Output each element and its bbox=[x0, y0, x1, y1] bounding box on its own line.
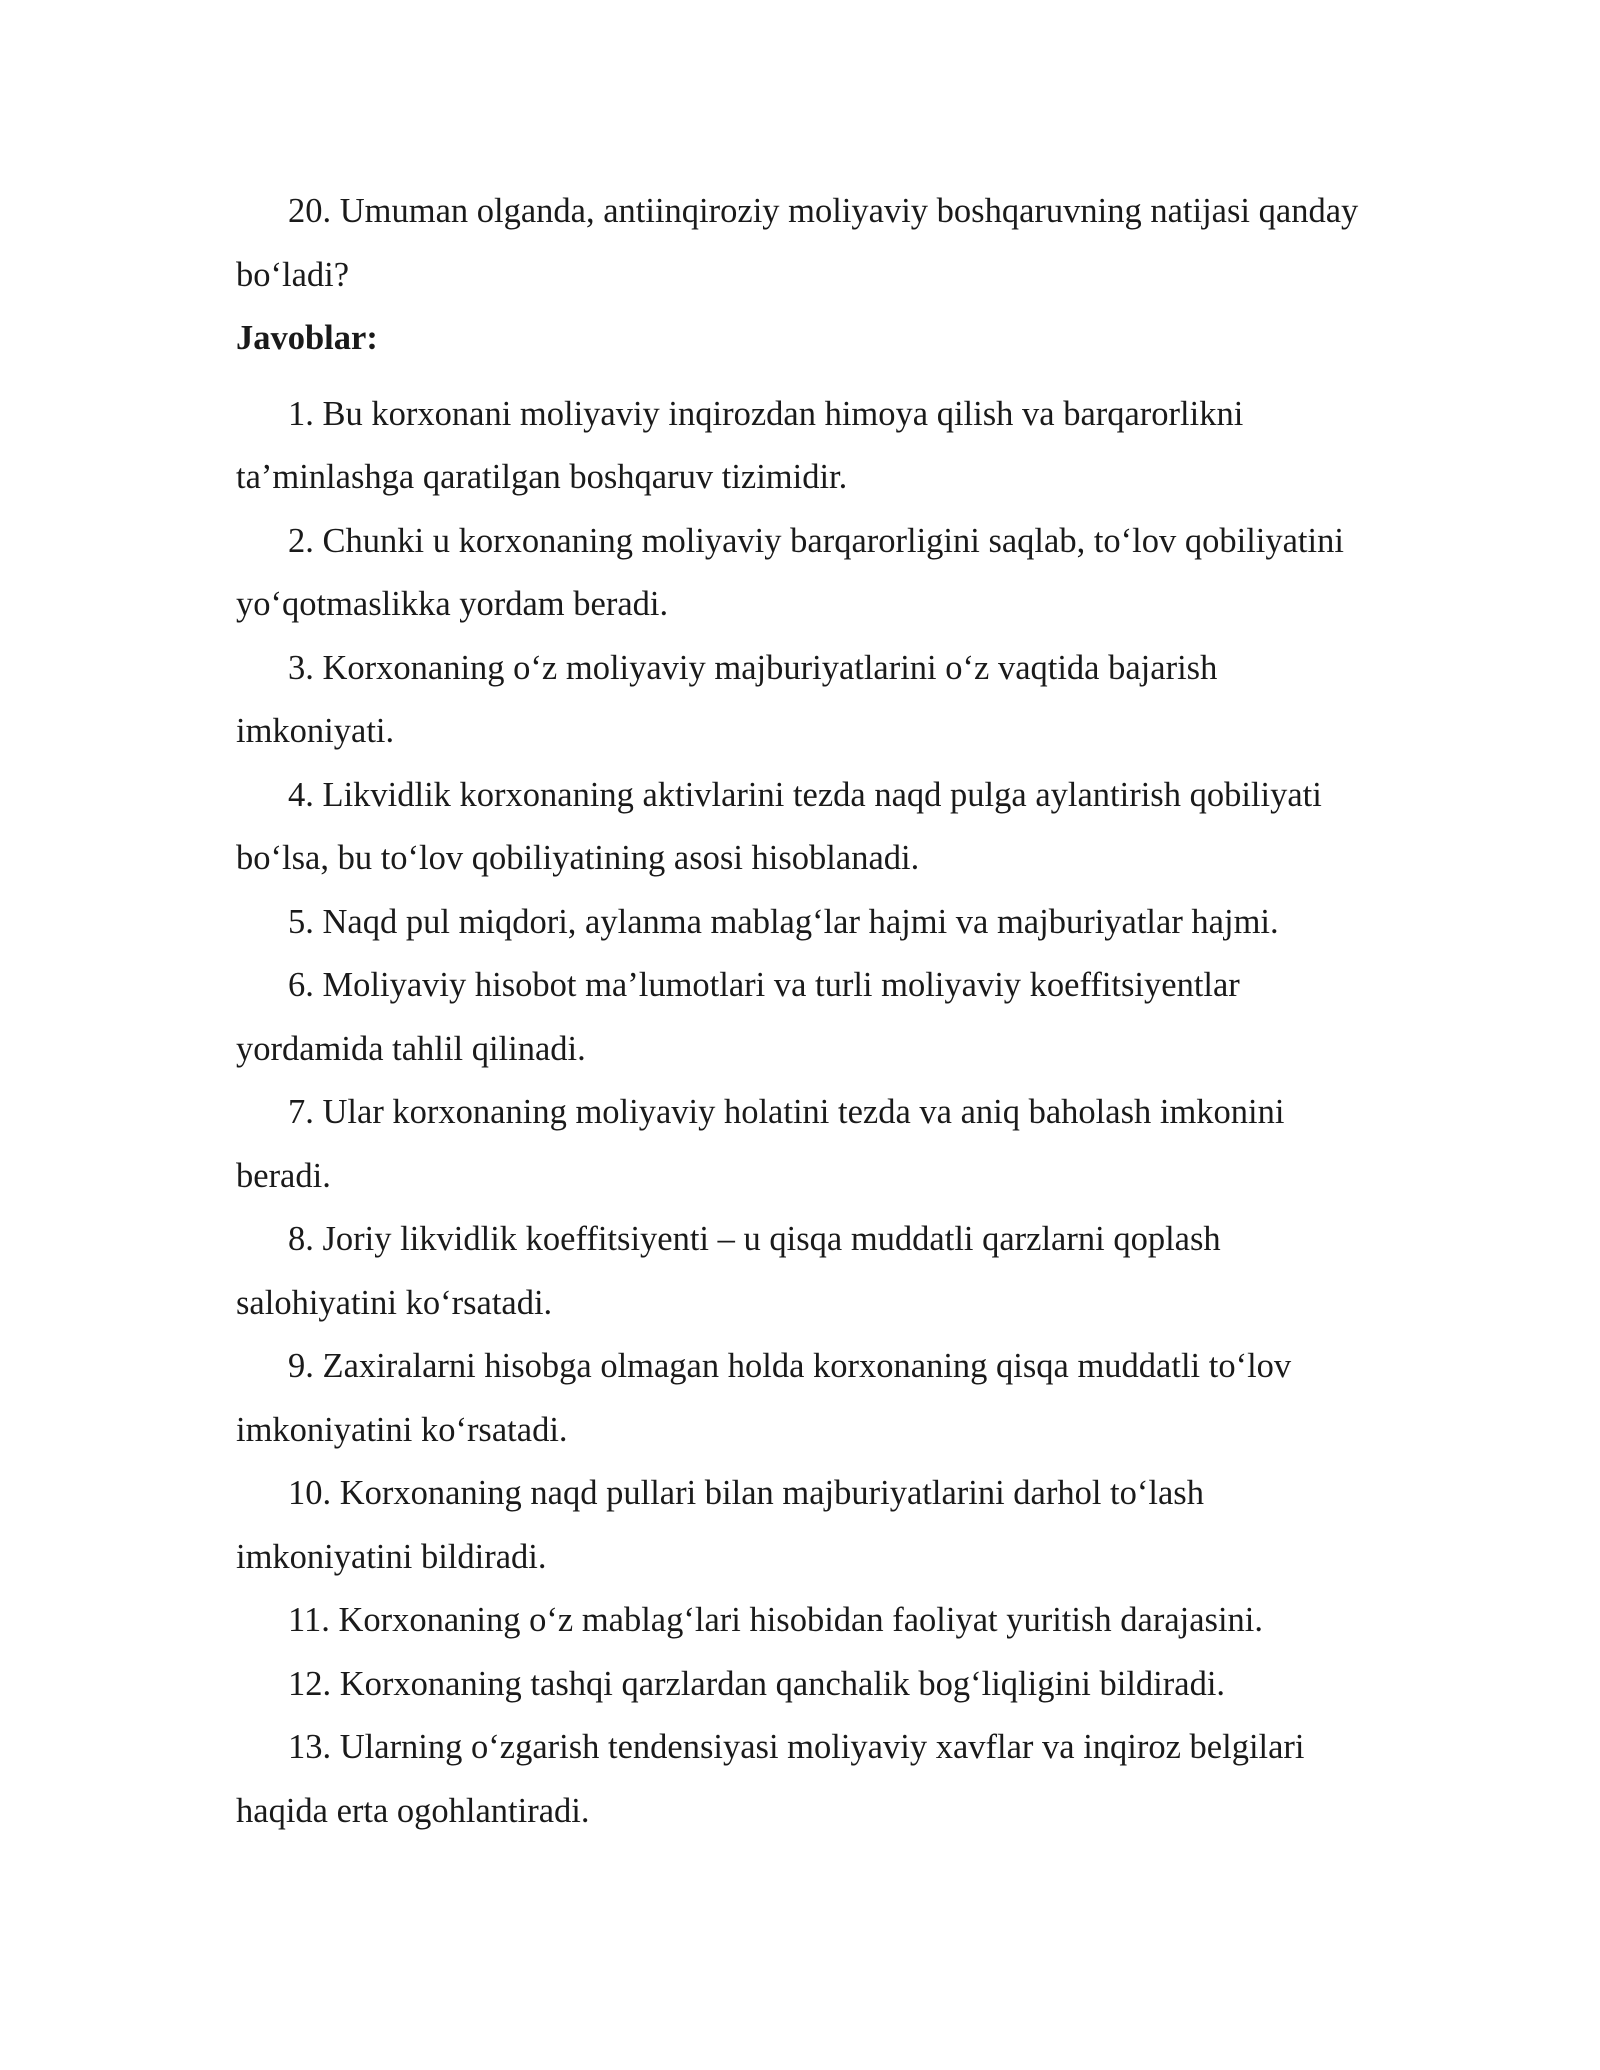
answer-13: 13. Ularning o‘zgarish tendensiyasi moliyaviy xavflar va inqiroz belgilari haqida erta ogohlantiradi. bbox=[236, 1728, 1305, 1830]
answers-heading: Javoblar: bbox=[236, 319, 378, 357]
answer-12: 12. Korxonaning tashqi qarzlardan qanchalik bog‘liqligini bildiradi. bbox=[288, 1664, 1226, 1703]
answer-6: 6. Moliyaviy hisobot ma’lumotlari va turli moliyaviy koeffitsiyentlar yordamida tahlil qilinadi. bbox=[236, 966, 1240, 1068]
question-20: 20. Umuman olganda, antiinqiroziy moliyaviy boshqaruvning natijasi qanday bo‘ladi? bbox=[236, 192, 1359, 294]
document-body bbox=[236, 180, 1366, 1843]
answer-2: 2. Chunki u korxonaning moliyaviy barqarorligini saqlab, to‘lov qobiliyatini yo‘qotmaslikka yordam beradi. bbox=[236, 521, 1344, 623]
answer-5: 5. Naqd pul miqdori, aylanma mablag‘lar hajmi va majburiyatlar hajmi. bbox=[288, 902, 1279, 941]
answer-7: 7. Ular korxonaning moliyaviy holatini tezda va aniq baholash imkonini beradi. bbox=[236, 1093, 1285, 1195]
answer-9: 9. Zaxiralarni hisobga olmagan holda korxonaning qisqa muddatli to‘lov imkoniyatini ko‘rsatadi. bbox=[236, 1347, 1292, 1449]
answer-3: 3. Korxonaning o‘z moliyaviy majburiyatlarini o‘z vaqtida bajarish imkoniyati. bbox=[236, 648, 1218, 750]
answer-1: 1. Bu korxonani moliyaviy inqirozdan himoya qilish va barqarorlikni ta’minlashga qaratilgan boshqaruv tizimidir. bbox=[236, 394, 1244, 496]
answer-11: 11. Korxonaning o‘z mablag‘lari hisobidan faoliyat yuritish darajasini. bbox=[288, 1601, 1264, 1639]
answer-10: 10. Korxonaning naqd pullari bilan majburiyatlarini darhol to‘lash imkoniyatini bildiradi. bbox=[236, 1474, 1204, 1576]
answer-8: 8. Joriy likvidlik koeffitsiyenti – u qisqa muddatli qarzlarni qoplash salohiyatini ko‘rsatadi. bbox=[236, 1220, 1221, 1322]
answer-4: 4. Likvidlik korxonaning aktivlarini tezda naqd pulga aylantirish qobiliyati bo‘lsa, bu to‘lov qobiliyatining asosi hisoblanadi. bbox=[236, 775, 1322, 877]
